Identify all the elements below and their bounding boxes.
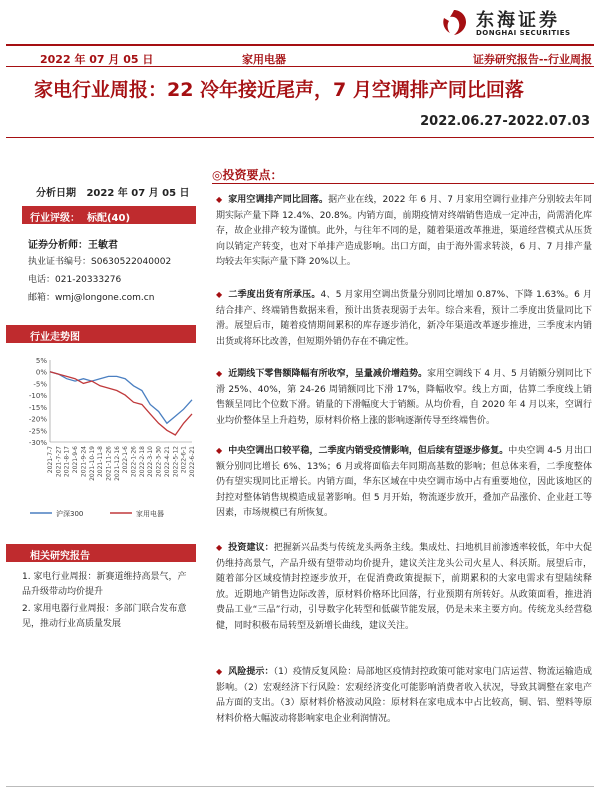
related-report-item[interactable]: 2. 家用电器行业周报：多部门联合发布意见，推动行业高质量发展 [22,604,187,629]
email-address[interactable]: 邮箱：wmj@longone.com.cn [28,293,155,303]
y-tick-label: -30% [28,439,47,447]
industry-rating: 行业评级： 标配(40) [30,213,131,224]
investment-highlights-title: ◎投资要点： [212,168,283,182]
x-tick-label: 2021-11-8 [97,446,105,478]
bullet-central-ac: ◆ 中央空调出口较平稳，二季度内销受疫情影响，但后续有望逐步修复。中央空调 4-5 月出口额分别同比增长 6%、13%；6 月或将面临去年同期高基数的影响；但总体来看，二季度整体仍有望实现同比正增长。内销方面，华东区域在中央空调市场中占有重要地位，因此该地区的封控对整体销售规模造成显著影响。但 5 月开始，物流逐步放开，叠加产品涨价、企业赶工等因素，市场规模已有所恢复。 [216,446,592,518]
report-period: 2022.06.27-2022.07.03 [420,114,590,129]
legend-label: 沪深300 [56,510,84,518]
x-tick-label: 2021-12-16 [113,446,121,481]
y-tick-label: -15% [28,403,47,412]
related-report-item[interactable]: 1. 家电行业周报：新赛道维持高景气，产品升级带动均价提升 [22,572,187,597]
bullet-risk-warning: ◆ 风险提示：（1）疫情反复风险：局部地区疫情封控政策可能对家电门店运营、物流运输造成影响。（2）宏观经济下行风险：宏观经济变化可能影响消费者收入状况，导致其调整在家电产品方面的支出。（3）原材料价格波动风险：原材料在家电成本中占比较高，铜、铝、塑料等原材料价格大幅波动将影响家电企业利润情况。 [216,667,592,724]
y-tick-label: -10% [28,392,47,401]
x-tick-label: 2021-9-24 [80,446,88,478]
x-tick-label: 2021-7-7 [47,446,54,474]
x-tick-label: 2021-11-26 [105,446,113,481]
company-logo [438,6,578,40]
x-tick-label: 2022-1-6 [122,446,130,474]
x-tick-label: 2021-9-6 [72,446,80,474]
logo-chinese-name: 东海证券 [476,10,560,31]
series-line-csi300 [50,372,192,424]
bullet-diamond-icon: ◆ [216,667,223,676]
header-date: 2022 年 07 月 05 日 [40,53,154,66]
x-tick-label: 2022-1-26 [130,446,138,478]
bullet-diamond-icon: ◆ [216,446,223,455]
bullet-diamond-icon: ◆ [216,369,223,378]
y-tick-label: 0% [35,368,47,377]
y-tick-label: 5% [35,357,47,365]
series-line-home-appliance [50,372,192,435]
header-sector: 家用电器 [242,53,286,66]
report-title: 家电行业周报：22 冷年接近尾声，7 月空调排产同比回落 [34,79,524,101]
bullet-q2-shipment: ◆ 二季度出货有所承压。4、5 月家用空调出货量分别同比增加 0.87%、下降 1.63%。6 月结合排产、终端销售数据来看，预计出货表现弱于去年。综合来看，预计二季度出货量同比下滑。展望后市，随着疫情期间累积的库存逐步消化，新冷年渠道改革逐步推进，三季度末内销出货或将环比改善，但短期外销仍存在不确定性。 [216,290,592,347]
y-tick-label: -5% [33,380,47,389]
x-tick-label: 2021-10-19 [88,446,96,481]
bullet-offline-retail: ◆ 近期线下零售额降幅有所收窄，呈量减价增趋势。家用空调线下 4 月、5 月销额分别同比下滑 25%、40%，第 24-26 周销额同比下滑 17%，降幅收窄。线上方面，估算二季度线上销售额呈同比个位数下滑。销量的下滑幅度大于销额。从均价看，自 2020 年 4 月以来，空调行业均价整体呈上升趋势，原材料价格上涨的影响逐渐传导至终端售价。 [216,369,592,426]
header-bottom-rule [6,66,594,67]
bullet-investment-advice: ◆ 投资建议：把握新兴品类与传统龙头两条主线。集成灶、扫地机目前渗透率较低，年中大促仍维持高景气，产品升级有望带动均价提升，建议关注龙头公司火星人、科沃斯。展望后市，随着部分区域疫情封控逐步放开，在促消费政策提振下，前期累积的大家电需求有望陆续释放。近期地产销售边际改善，原材料价格环比回落，行业预期有所转好。从政策面看，推进消费品工业“三品”行动，引导数字化转型和低碳节能发展，仍是未来主要方向。传统龙头经营稳健，同时积极布局转型及新增长曲线，建议关注。 [216,543,592,631]
analyst-name: 证券分析师：王敏君 [28,240,118,251]
x-tick-label: 2021-7-27 [55,446,63,478]
y-tick-label: -25% [28,427,47,436]
related-reports-title: 相关研究报告 [30,551,90,562]
title-rule [6,137,594,138]
bullet-ac-production: ◆ 家用空调排产同比回落。据产业在线，2022 年 6 月、7 月家用空调行业排产分别较去年同期实际产量下降 12.4%、20.8%。内销方面，前期疫情对终端销售造成一定冲击，尚需消化库存，故企业排产较为谨慎。此外，与往年不同的是，随着渠道改革推进，渠道经营模式从压货向以销定产转变，也对下单排产造成影响。出口方面，由于海外需求转淡，6 月、7 月排产量均较去年实际产量下降 20%以上。 [216,195,592,267]
bullet-diamond-icon: ◆ [216,290,223,299]
x-tick-label: 2022-4-21 [163,446,171,478]
phone-number: 电话：021-20333276 [28,275,122,285]
y-tick-label: -20% [28,415,47,424]
x-tick-label: 2022-3-10 [147,446,155,478]
x-tick-label: 2021-8-17 [63,446,71,478]
x-tick-label: 2022-6-21 [189,446,196,478]
bullet-diamond-icon: ◆ [216,543,223,552]
x-tick-label: 2022-3-30 [155,446,163,478]
trend-chart-title: 行业走势图 [30,332,80,343]
report-header [6,48,594,66]
analysis-date: 分析日期 2022 年 07 月 05 日 [36,188,190,199]
header-top-rule [6,44,594,46]
footer-rule [6,786,594,787]
x-tick-label: 2022-2-18 [138,446,146,478]
x-tick-label: 2022-5-12 [172,446,180,478]
header-report-type: 证券研究报告--行业周报 [472,53,592,66]
license-number: 执业证书编号：S0630522040002 [28,257,172,267]
x-tick-label: 2022-6-1 [180,446,188,474]
trend-chart-svg [20,354,198,524]
logo-english-name: DONGHAI SECURITIES [476,29,571,37]
bullet-diamond-icon: ◆ [216,195,223,204]
donghai-logo-icon [438,8,470,38]
investment-title-rule [212,183,594,184]
trend-chart [20,354,198,524]
legend-label: 家用电器 [136,510,164,518]
